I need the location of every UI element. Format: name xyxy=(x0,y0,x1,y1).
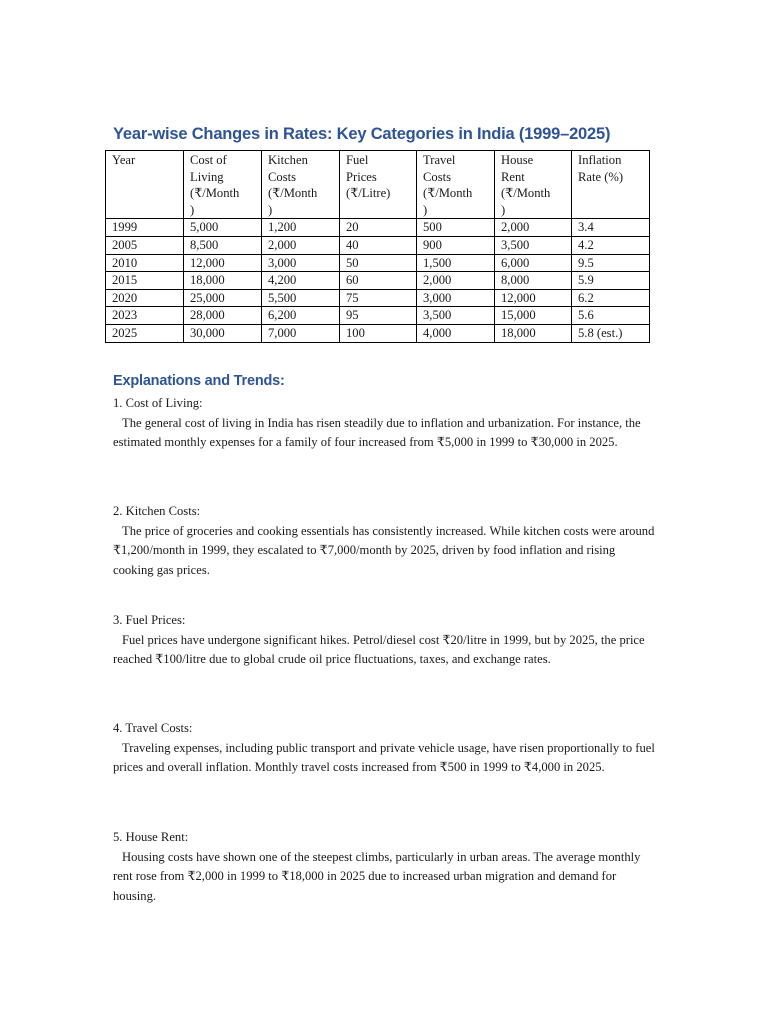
table-cell: 6,200 xyxy=(262,307,340,325)
table-row xyxy=(106,272,650,290)
section-paragraph: Housing costs have shown one of the steepest climbs, particularly in urban areas. The average monthly rent rose from ₹2,000 in 1999 to ₹18,000 in 2025 due to increased urban migration and demand for housing. xyxy=(113,849,641,903)
section-fuel-prices xyxy=(113,611,658,670)
table-cell: 2023 xyxy=(106,307,184,325)
table-cell: 12,000 xyxy=(495,289,572,307)
table-cell: 500 xyxy=(417,219,495,237)
table-cell: 15,000 xyxy=(495,307,572,325)
table-row xyxy=(106,289,650,307)
header-travel-costs: Travel Costs (₹/Month ) xyxy=(417,151,495,219)
table-cell: 6.2 xyxy=(572,289,650,307)
section-title: 3. Fuel Prices: xyxy=(113,613,186,627)
table-cell: 30,000 xyxy=(184,324,262,342)
header-fuel-prices: Fuel Prices (₹/Litre) xyxy=(340,151,417,219)
table-cell: 100 xyxy=(340,324,417,342)
table-cell: 1,200 xyxy=(262,219,340,237)
table-cell: 3,000 xyxy=(417,289,495,307)
table-cell: 900 xyxy=(417,236,495,254)
header-cost-of-living: Cost of Living (₹/Month ) xyxy=(184,151,262,219)
rates-table xyxy=(105,150,650,343)
table-header-row xyxy=(106,151,650,219)
table-cell: 5.8 (est.) xyxy=(572,324,650,342)
table-cell: 18,000 xyxy=(184,272,262,290)
header-house-rent: House Rent (₹/Month ) xyxy=(495,151,572,219)
table-cell: 8,000 xyxy=(495,272,572,290)
section-cost-of-living xyxy=(113,394,658,453)
table-row xyxy=(106,254,650,272)
table-cell: 3.4 xyxy=(572,219,650,237)
table-cell: 25,000 xyxy=(184,289,262,307)
table-cell: 6,000 xyxy=(495,254,572,272)
table-cell: 7,000 xyxy=(262,324,340,342)
table-cell: 3,500 xyxy=(417,307,495,325)
section-title: 4. Travel Costs: xyxy=(113,721,193,735)
page-title: Year-wise Changes in Rates: Key Categories in India (1999–2025) xyxy=(113,125,611,143)
table-cell: 9.5 xyxy=(572,254,650,272)
table-cell: 1999 xyxy=(106,219,184,237)
table-cell: 12,000 xyxy=(184,254,262,272)
section-travel-costs xyxy=(113,719,658,778)
table-cell: 5,000 xyxy=(184,219,262,237)
table-cell: 20 xyxy=(340,219,417,237)
header-year: Year xyxy=(106,151,184,219)
section-paragraph: The general cost of living in India has risen steadily due to inflation and urbanization. For instance, the estimated monthly expenses for a family of four increased from ₹5,000 in 1999 to ₹30,000 in 2025. xyxy=(113,415,641,449)
table-cell: 4,000 xyxy=(417,324,495,342)
table-cell: 2010 xyxy=(106,254,184,272)
table-cell: 3,500 xyxy=(495,236,572,254)
table-cell: 95 xyxy=(340,307,417,325)
table-row xyxy=(106,219,650,237)
table-cell: 28,000 xyxy=(184,307,262,325)
table-cell: 2025 xyxy=(106,324,184,342)
table-row xyxy=(106,236,650,254)
table-cell: 2,000 xyxy=(495,219,572,237)
table-cell: 75 xyxy=(340,289,417,307)
table-cell: 50 xyxy=(340,254,417,272)
section-paragraph: The price of groceries and cooking essentials has consistently increased. While kitchen costs were around ₹1,200/month in 1999, they escalated to ₹7,000/month by 2025, driven by food inflation and rising cooking gas prices. xyxy=(113,523,655,577)
header-inflation-rate: Inflation Rate (%) xyxy=(572,151,650,219)
header-kitchen-costs: Kitchen Costs (₹/Month ) xyxy=(262,151,340,219)
table-cell: 5.6 xyxy=(572,307,650,325)
table-cell: 8,500 xyxy=(184,236,262,254)
section-title: 5. House Rent: xyxy=(113,830,189,844)
table-cell: 3,000 xyxy=(262,254,340,272)
table-row xyxy=(106,324,650,342)
table-cell: 2020 xyxy=(106,289,184,307)
table-cell: 2015 xyxy=(106,272,184,290)
section-paragraph: Fuel prices have undergone significant hikes. Petrol/diesel cost ₹20/litre in 1999, but by 2025, the price reached ₹100/litre due to global crude oil price fluctuations, taxes, and exchange rates. xyxy=(113,632,645,666)
table-cell: 2005 xyxy=(106,236,184,254)
table-cell: 40 xyxy=(340,236,417,254)
explanations-heading: Explanations and Trends: xyxy=(113,373,285,389)
section-paragraph: Traveling expenses, including public transport and private vehicle usage, have risen proportionally to fuel prices and overall inflation. Monthly travel costs increased from ₹500 in 1999 to ₹4,000 in 2025. xyxy=(113,740,655,774)
table-cell: 5,500 xyxy=(262,289,340,307)
table-cell: 4.2 xyxy=(572,236,650,254)
section-house-rent xyxy=(113,828,658,906)
table-cell: 4,200 xyxy=(262,272,340,290)
table-cell: 18,000 xyxy=(495,324,572,342)
section-title: 2. Kitchen Costs: xyxy=(113,504,201,518)
table-cell: 2,000 xyxy=(417,272,495,290)
table-cell: 1,500 xyxy=(417,254,495,272)
table-row xyxy=(106,307,650,325)
section-title: 1. Cost of Living: xyxy=(113,396,203,410)
table-cell: 60 xyxy=(340,272,417,290)
table-cell: 5.9 xyxy=(572,272,650,290)
table-cell: 2,000 xyxy=(262,236,340,254)
section-kitchen-costs xyxy=(113,502,658,580)
